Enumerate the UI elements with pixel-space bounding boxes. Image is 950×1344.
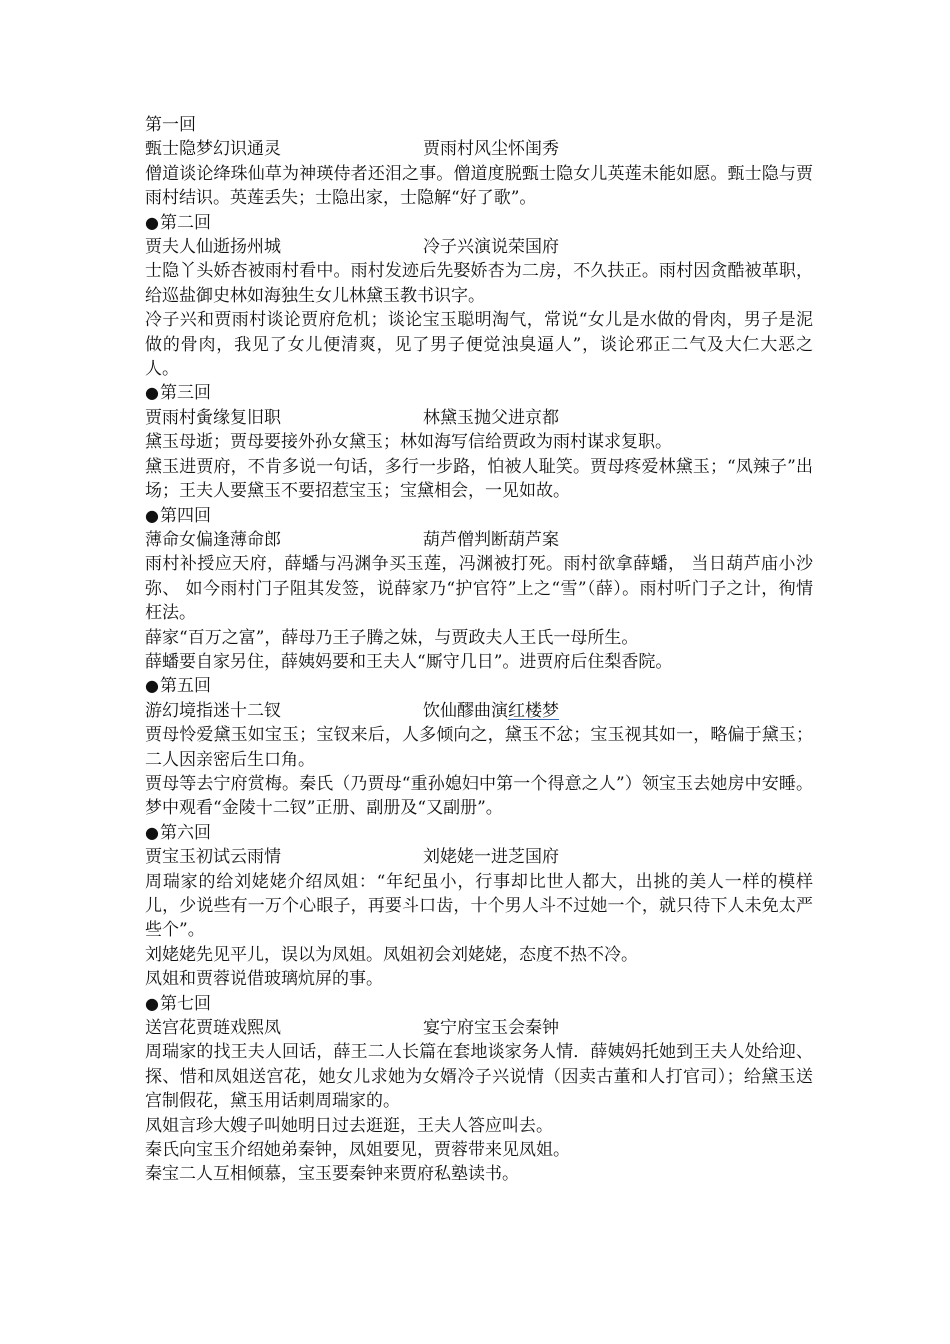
chapter-title: 第六回 [159, 822, 211, 843]
bullet-icon: ● [145, 212, 159, 232]
paragraph: 秦宝二人互相倾慕，宝玉要秦钟来贾府私塾读书。 [145, 1164, 519, 1185]
subtitle-right: 宴宁府宝玉会秦钟 [423, 1018, 559, 1039]
chapter-4 [145, 504, 813, 675]
paragraph: 薛蟠要自家另住，薛姨妈要和王夫人“厮守几日”。进贾府后住梨香院。 [145, 651, 673, 672]
subtitle-right: 林黛玉抛父进京都 [423, 407, 559, 428]
document-page [145, 113, 813, 1187]
subtitle-right-text: 饮仙醪曲演 [423, 700, 508, 721]
subtitle-left: 贾宝玉初试云雨情 [145, 847, 281, 868]
subtitle-right: 冷子兴演说荣国府 [423, 237, 559, 258]
paragraph: 秦氏向宝玉介绍她弟秦钟，凤姐要见，贾蓉带来见凤姐。 [145, 1140, 570, 1161]
chapter-title: 第二回 [159, 212, 211, 233]
chapter-subtitle [145, 845, 813, 869]
paragraph: 黛玉母逝；贾母要接外孙女黛玉；林如海写信给贾政为雨村谋求复职。 [145, 432, 672, 453]
paragraph: 周瑞家的找王夫人回话，薛王二人长篇在套地谈家务人情．薛姨妈托她到王夫人处给迎、探、惜和凤姐送宫花，她女儿求她为女婿冷子兴说情（因卖古董和人打官司）；给黛玉送宫制假花，黛玉用话刺周瑞家的。 [145, 1042, 813, 1112]
bullet-icon: ● [145, 676, 159, 696]
subtitle-right [423, 699, 559, 723]
paragraph: 士隐丫头娇杏被雨村看中。雨村发迹后先娶娇杏为二房，不久扶正。雨村因贪酷被革职，给巡盐御史林如海独生女儿林黛玉教书识字。 [145, 261, 813, 306]
underlined-title-link[interactable]: 红楼梦 [508, 700, 559, 721]
chapter-2 [145, 211, 813, 382]
chapter-subtitle [145, 699, 813, 723]
chapter-subtitle [145, 528, 813, 552]
chapter-5 [145, 674, 813, 820]
bullet-icon: ● [145, 993, 159, 1013]
bullet-icon: ● [145, 383, 159, 403]
chapter-6 [145, 821, 813, 992]
chapter-title: 第五回 [159, 676, 211, 697]
chapter-title: 第七回 [159, 993, 211, 1014]
chapter-heading [145, 211, 813, 235]
chapter-subtitle [145, 406, 813, 430]
paragraph: 刘姥姥先见平儿，误以为凤姐。凤姐初会刘姥姥，态度不热不冷。 [145, 944, 638, 965]
paragraph: 周瑞家的给刘姥姥介绍凤姐：“年纪虽小，行事却比世人都大，出挑的美人一样的模样儿，少说些有一万个心眼子，再要斗口齿，十个男人斗不过她一个，就只待下人未免太严些个”。 [145, 871, 813, 941]
chapter-subtitle [145, 1016, 813, 1040]
paragraph: 贾母怜爱黛玉如宝玉；宝钗来后，人多倾向之，黛玉不忿；宝玉视其如一，略偏于黛玉；二人因亲密后生口角。 [145, 725, 813, 770]
bullet-icon: ● [145, 822, 159, 842]
chapter-heading [145, 674, 813, 698]
subtitle-right: 葫芦僧判断葫芦案 [423, 529, 559, 550]
chapter-3 [145, 381, 813, 503]
subtitle-left: 送宫花贾琏戏熙凤 [145, 1018, 281, 1039]
chapter-7 [145, 992, 813, 1187]
chapter-heading [145, 113, 813, 137]
subtitle-left: 贾夫人仙逝扬州城 [145, 237, 281, 258]
chapter-title: 第一回 [145, 115, 196, 135]
chapter-1 [145, 113, 813, 211]
chapter-heading [145, 381, 813, 405]
chapter-title: 第四回 [159, 505, 211, 526]
paragraph: 雨村补授应天府，薛蟠与冯渊争买玉莲，冯渊被打死。雨村欲拿薛蟠， 当日葫芦庙小沙弥、 如今雨村门子阻其发签，说薛家乃“护官符”上之“雪”（薛）。雨村听门子之计，徇情枉法。 [145, 554, 813, 624]
subtitle-left: 贾雨村夤缘复旧职 [145, 407, 281, 428]
chapter-heading [145, 992, 813, 1016]
paragraph: 凤姐言珍大嫂子叫她明日过去逛逛，王夫人答应叫去。 [145, 1115, 553, 1136]
subtitle-left: 薄命女偏逢薄命郎 [145, 529, 281, 550]
chapter-title: 第三回 [159, 383, 211, 404]
paragraph: 僧道谈论绛珠仙草为神瑛侍者还泪之事。僧道度脱甄士隐女儿英莲未能如愿。甄士隐与贾雨村结识。英莲丢失；士隐出家，士隐解“好了歌”。 [145, 163, 813, 209]
paragraph: 黛玉进贾府，不肯多说一句话，多行一步路，怕被人耻笑。贾母疼爱林黛玉；“凤辣子”出场；王夫人要黛玉不要招惹宝玉；宝黛相会，一见如故。 [145, 456, 813, 502]
paragraph: 凤姐和贾蓉说借玻璃炕屏的事。 [145, 969, 383, 990]
chapter-subtitle [145, 137, 813, 161]
subtitle-left: 游幻境指迷十二钗 [145, 700, 281, 721]
chapter-heading [145, 504, 813, 528]
bullet-icon: ● [145, 505, 159, 525]
paragraph: 贾母等去宁府赏梅。秦氏（乃贾母“重孙媳妇中第一个得意之人”）领宝玉去她房中安睡。梦中观看“金陵十二钗”正册、副册及“又副册”。 [145, 773, 813, 819]
subtitle-right: 贾雨村风尘怀闺秀 [423, 139, 559, 160]
paragraph: 薛家“百万之富”，薛母乃王子腾之妹，与贾政夫人王氏一母所生。 [145, 627, 639, 648]
subtitle-left: 甄士隐梦幻识通灵 [145, 139, 281, 160]
paragraph: 冷子兴和贾雨村谈论贾府危机；谈论宝玉聪明淘气，常说“女儿是水做的骨肉，男子是泥做的骨肉，我见了女儿便清爽，见了男子便觉浊臭逼人”，谈论邪正二气及大仁大恶之人。 [145, 310, 813, 380]
subtitle-right: 刘姥姥一进芝国府 [423, 847, 559, 868]
chapter-heading [145, 821, 813, 845]
chapter-subtitle [145, 235, 813, 259]
